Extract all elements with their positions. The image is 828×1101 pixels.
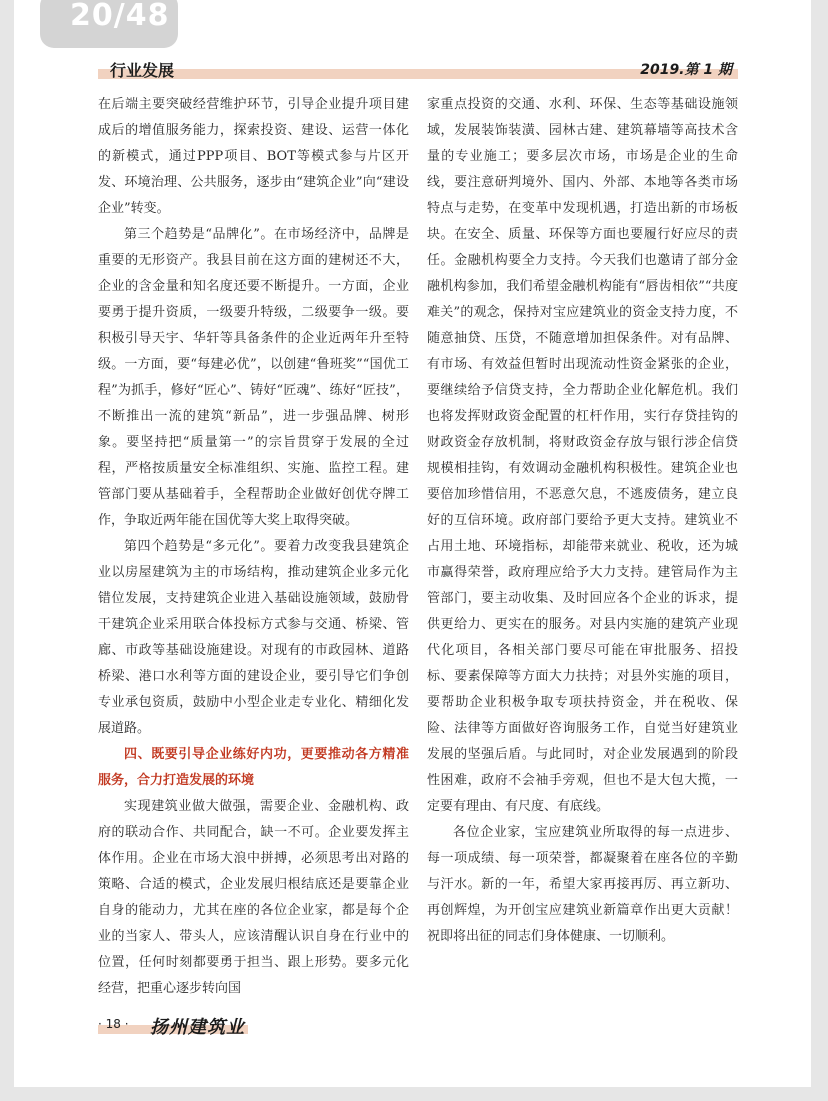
paragraph: 在后端主要突破经营维护环节，引导企业提升项目建成后的增值服务能力，探索投资、建设、运营一体化的新模式，通过PPP项目、BOT等模式参与片区开发、环境治理、公共服务，逐步由“建筑企业”向“建设企业”转变。 [98,97,409,216]
page-indicator-text: 20/48 [70,0,170,33]
paragraph: 家重点投资的交通、水利、环保、生态等基础设施领域，发展装饰装潢、园林古建、建筑幕墙等高技术含量的专业施工；要多层次市场，市场是企业的生命线，要注意研判境外、国内、外部、本地等各类市场特点与走势，在变革中发现机遇，打造出新的市场板块。在安全、质量、环保等方面也要履行好应尽的责任。金融机构要全力支持。今天我们也邀请了部分金融机构参加，我们希望金融机构能有“唇齿相依”“共度难关”的观念，保持对宝应建筑业的资金支持力度，不随意抽贷、压贷，不随意增加担保条件。对有品牌、有市场、有效益但暂时出现流动性资金紧张的企业，要继续给予信贷支持，全力帮助企业化解危机。我们也将发挥财政资金配置的杠杆作用，实行存贷挂钩的财政资金存放机制，将财政资金存放与银行涉企信贷规模相挂钩，有效调动金融机构积极性。建筑企业也要倍加珍惜信用，不恶意欠息，不逃废债务，建立良好的互信环境。政府部门要给予更大支持。建筑业不占用土地、环境指标，却能带来就业、税收，还为城市赢得荣誉，政府理应给予大力支持。建管局作为主管部门，要主动收集、及时回应各个企业的诉求，提供更给力、更实在的服务。对县内实施的建筑产业现代化项目，各相关部门要尽可能在审批服务、招投标、要素保障等方面大力扶持；对县外实施的项目，要帮助企业积极争取专项扶持资金，并在税收、保险、法律等方面做好咨询服务工作，自觉当好建筑业发展的坚强后盾。与此同时，对企业发展遇到的阶段性困难，政府不会袖手旁观，但也不是大包大揽，一定要有理由、有尺度、有底线。 [427,97,738,814]
page-indicator [40,0,178,48]
paragraph: 各位企业家，宝应建筑业所取得的每一点进步、每一项成绩、每一项荣誉，都凝聚着在座各位的辛勤与汗水。新的一年，希望大家再接再厉、再立新功、再创辉煌，为开创宝应建筑业新篇章作出更大贡献！祝即将出征的同志们身体健康、一切顺利。 [427,825,738,944]
page-footer [98,1013,258,1037]
page-header [98,57,738,81]
right-column [427,92,738,950]
paragraph: 实现建筑业做大做强，需要企业、金融机构、政府的联动合作、共同配合，缺一不可。企业要发挥主体作用。企业在市场大浪中拼搏，必须思考出对路的策略、合适的模式，企业发展归根结底还是要靠企业自身的能动力，尤其在座的各位企业家，都是每个企业的当家人、带头人，应该清醒认识自身在行业中的位置，任何时刻都要勇于担当、跟上形势。要多元化经营，把重心逐步转向国 [98,799,409,996]
viewer-background [0,1087,828,1101]
issue-label: 2019.第 1 期 [640,62,732,78]
section-heading: 四、既要引导企业练好内功，更要推动各方精准服务，合力打造发展的环境 [98,747,409,788]
paragraph: 第四个趋势是“多元化”。要着力改变我县建筑企业以房屋建筑为主的市场结构，推动建筑企业多元化错位发展，支持建筑企业进入基础设施领域，鼓励骨干建筑企业采用联合体投标方式参与交通、桥梁、管廊、市政等基础设施建设。对现有的市政园林、道路桥梁、港口水利等方面的建设企业，要引导它们争创专业承包资质，鼓励中小型企业走专业化、精细化发展道路。 [98,539,409,736]
magazine-title: 扬州建筑业 [150,1017,245,1038]
left-column [98,92,409,1002]
paragraph: 第三个趋势是“品牌化”。在市场经济中，品牌是重要的无形资产。我县目前在这方面的建树还不大，企业的含金量和知名度还要不断提升。一方面，企业要勇于提升资质，一级要升特级，二级要争一级。要积极引导天宇、华轩等具备条件的企业近两年升至特级。一方面，要“每建必优”，以创建“鲁班奖”“国优工程”为抓手，修好“匠心”、铸好“匠魂”、练好“匠技”，不断推出一流的建筑“新品”，进一步强品牌、树形象。要坚持把“质量第一”的宗旨贯穿于发展的全过程，严格按质量安全标准组织、实施、监控工程。建管部门要从基础着手，全程帮助企业做好创优夺牌工作，争取近两年能在国优等大奖上取得突破。 [98,227,409,528]
section-title: 行业发展 [110,61,175,80]
page-number: · 18 · [98,1017,129,1031]
